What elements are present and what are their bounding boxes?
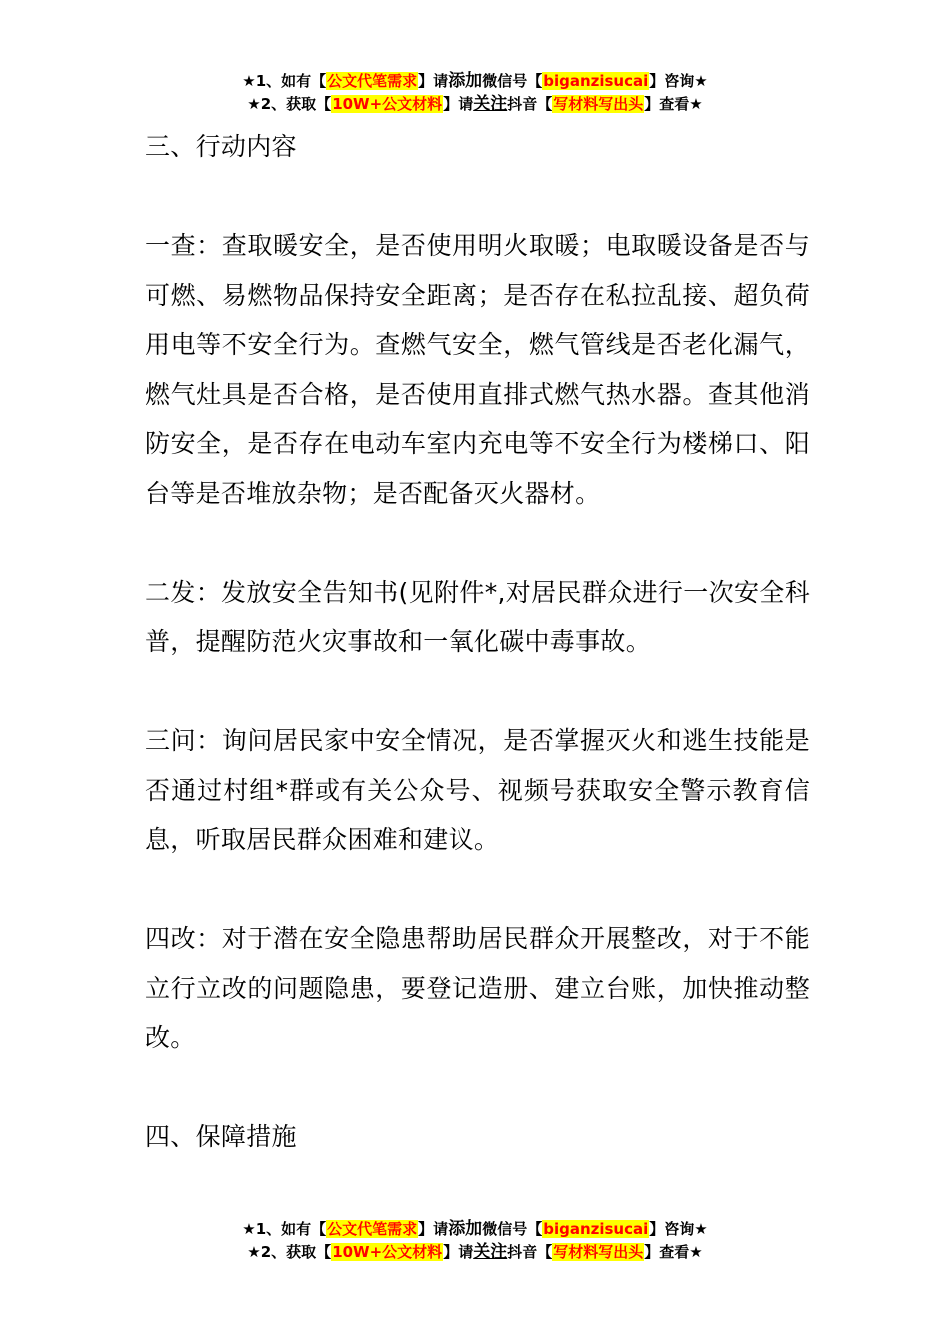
banner-text: ★2、获取【: [247, 1243, 332, 1261]
paragraph-rectify: 四改：对于潜在安全隐患帮助居民群众开展整改，对于不能立行立改的问题隐患，要登记造册、建立台账，加快推动整改。: [145, 924, 810, 1052]
banner-text: 】请: [443, 95, 474, 113]
banner-text: 】咨询★: [649, 1220, 708, 1238]
banner-line-1: [0, 1218, 950, 1241]
banner-text: ★2、获取【: [247, 95, 332, 113]
highlight-materials: 10W+公文材料: [332, 1243, 443, 1261]
banner-emphasis: 添加: [448, 1219, 483, 1239]
banner-text: 微信号【: [482, 1220, 543, 1238]
banner-text: 】查看★: [644, 95, 703, 113]
banner-line-2: [0, 93, 950, 116]
banner-text: 】请: [443, 1243, 474, 1261]
highlight-wechat-id: biganzisucai: [543, 1220, 649, 1238]
banner-text: ★1、如有【: [242, 72, 327, 90]
banner-text: ★1、如有【: [242, 1220, 327, 1238]
banner-text: 抖音【: [507, 95, 553, 113]
document-body: [145, 122, 810, 1211]
banner-line-2: [0, 1241, 950, 1264]
footer-banner: [0, 1218, 950, 1264]
banner-emphasis: 关注: [473, 94, 508, 114]
highlight-douyin-account: 写材料写出头: [553, 1243, 644, 1261]
banner-text: 】查看★: [644, 1243, 703, 1261]
highlight-service: 公文代笔需求: [327, 72, 418, 90]
header-banner: [0, 70, 950, 116]
banner-text: 】咨询★: [649, 72, 708, 90]
highlight-service: 公文代笔需求: [327, 1220, 418, 1238]
highlight-douyin-account: 写材料写出头: [553, 95, 644, 113]
banner-text: 微信号【: [482, 72, 543, 90]
banner-text: 】请: [418, 72, 449, 90]
banner-line-1: [0, 70, 950, 93]
highlight-wechat-id: biganzisucai: [543, 72, 649, 90]
paragraph-distribute: 二发：发放安全告知书(见附件*,对居民群众进行一次安全科普，提醒防范火灾事故和一氧化碳中毒事故。: [145, 577, 810, 656]
paragraph-check: 一查：查取暖安全，是否使用明火取暖；电取暖设备是否与可燃、易燃物品保持安全距离；是否存在私拉乱接、超负荷用电等不安全行为。查燃气安全，燃气管线是否老化漏气，燃气灶具是否合格，是否使用直排式燃气热水器。查其他消防安全，是否存在电动车室内充电等不安全行为楼梯口、阳台等是否堆放杂物；是否配备灭火器材。: [145, 231, 810, 508]
highlight-materials: 10W+公文材料: [332, 95, 443, 113]
banner-text: 】请: [418, 1220, 449, 1238]
banner-emphasis: 关注: [473, 1242, 508, 1262]
section-heading-actions: 三、行动内容: [145, 132, 297, 161]
paragraph-inquire: 三问：询问居民家中安全情况，是否掌握灭火和逃生技能是否通过村组*群或有关公众号、视频号获取安全警示教育信息，听取居民群众困难和建议。: [145, 726, 810, 854]
banner-text: 抖音【: [507, 1243, 553, 1261]
banner-emphasis: 添加: [448, 71, 483, 91]
section-heading-safeguards: 四、保障措施: [145, 1122, 297, 1151]
